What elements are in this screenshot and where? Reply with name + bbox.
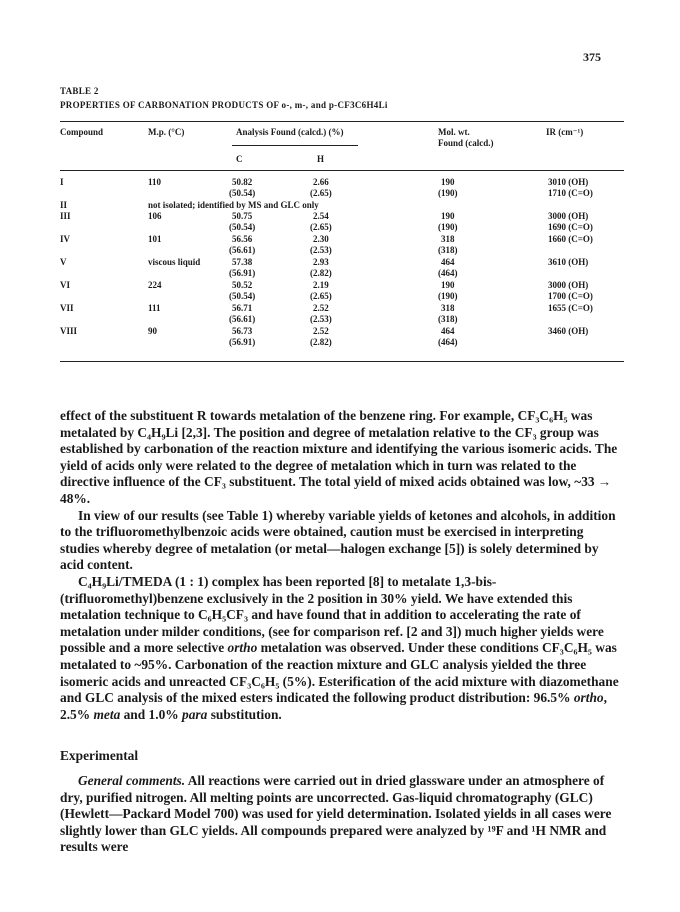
paragraph-italic: meta xyxy=(93,706,121,722)
cell-h-calc: (2.82) xyxy=(310,268,332,278)
cell-c-calc: (56.61) xyxy=(229,245,256,255)
cell-mp: 110 xyxy=(148,177,162,187)
cell-mw-calc: (318) xyxy=(438,245,458,255)
paragraph xyxy=(60,574,620,723)
cell-ir-2: 1690 (C=O) xyxy=(548,222,593,232)
cell-h: 2.54 xyxy=(313,211,329,221)
header-compound: Compound xyxy=(60,127,104,137)
cell-mw-calc: (318) xyxy=(438,314,458,324)
cell-compound: III xyxy=(60,211,71,221)
paragraph-text: C₄H₉Li/TMEDA (1 : 1) complex has been reported [8] to metalate 1,3-bis-(trifluoromethyl)benzene exclusively in the 2 position in 30% yield. We have extended this metalation technique to C₆H₅CF₃ and have found that in addition to accelerating the rate of metalation under milder conditions, (see for comparison ref. [2 and 3]) much higher yields were possible and a more selective xyxy=(60,573,604,656)
cell-mw-calc: (464) xyxy=(438,337,458,347)
header-c: C xyxy=(236,154,243,164)
cell-mp: viscous liquid xyxy=(148,257,201,267)
paragraph-italic: para xyxy=(182,706,208,722)
cell-mw: 318 xyxy=(441,303,455,313)
cell-mp: 90 xyxy=(148,326,157,336)
body-text xyxy=(60,408,620,723)
paragraph-text: and 1.0% xyxy=(120,706,183,722)
header-mol-wt-found: Found (calcd.) xyxy=(438,138,494,148)
cell-compound: VIII xyxy=(60,326,78,336)
paragraph-text: All reactions were carried out in dried glassware under an atmosphere of dry, purified nitrogen. All melting points are uncorrected. Gas-liquid chromatography (GLC) (Hewlett—Packard Model 700) was used for yield determination. Isolated yields in all cases were slightly lower than GLC yields. All compounds prepared were analyzed by ¹⁹F and ¹H NMR and results were xyxy=(60,773,612,855)
paragraph-text: substitution. xyxy=(207,706,282,722)
cell-mp: 111 xyxy=(148,303,161,313)
cell-c-calc: (56.91) xyxy=(229,268,256,278)
cell-h: 2.30 xyxy=(313,234,329,244)
cell-compound: VII xyxy=(60,303,74,313)
cell-h-calc: (2.53) xyxy=(310,245,332,255)
cell-mp: 106 xyxy=(148,211,162,221)
cell-mw: 190 xyxy=(441,280,455,290)
cell-c-calc: (50.54) xyxy=(229,222,256,232)
cell-compound: IV xyxy=(60,234,71,244)
cell-ir: 3000 (OH) xyxy=(548,280,589,290)
cell-note: not isolated; identified by MS and GLC only xyxy=(148,200,319,210)
cell-mw: 190 xyxy=(441,211,455,221)
cell-mw-calc: (190) xyxy=(438,188,458,198)
header-analysis: Analysis Found (calcd.) (%) xyxy=(236,127,344,137)
section-heading: Experimental xyxy=(60,748,139,763)
cell-c: 50.75 xyxy=(232,211,253,221)
cell-c: 50.82 xyxy=(232,177,253,187)
paragraph-text: , 2.5% xyxy=(60,690,607,722)
header-mol-wt: Mol. wt. xyxy=(438,127,470,137)
cell-mw-calc: (190) xyxy=(438,222,458,232)
cell-h-calc: (2.65) xyxy=(310,291,332,301)
cell-compound: II xyxy=(60,200,68,210)
cell-c-calc: (56.61) xyxy=(229,314,256,324)
paragraph-text: metalation was observed. Under these conditions CF₃C₆H₅ was metalated to ~95%. Carbonation of the reaction mixture and GLC analysis yielded the three isomeric acids and unreacted CF₃C₆H₅ (5%). Esterification of the acid mixture with diazomethane and GLC analysis of the mixed esters indicated the following product distribution: 96.5% xyxy=(60,640,619,706)
cell-h: 2.66 xyxy=(313,177,329,187)
cell-ir: 3610 (OH) xyxy=(548,257,589,267)
cell-ir: 1660 (C=O) xyxy=(548,234,593,244)
cell-mw: 190 xyxy=(441,177,455,187)
header-h: H xyxy=(317,154,325,164)
table-bottom-rule xyxy=(60,361,624,362)
header-mp: M.p. (°C) xyxy=(148,127,185,137)
cell-c: 56.71 xyxy=(232,303,253,313)
cell-h-calc: (2.82) xyxy=(310,337,332,347)
cell-ir-2: 1710 (C=O) xyxy=(548,188,593,198)
cell-mw-calc: (190) xyxy=(438,291,458,301)
cell-h: 2.52 xyxy=(313,303,329,313)
paragraph-lead: General comments. xyxy=(78,773,186,788)
cell-ir: 3460 (OH) xyxy=(548,326,589,336)
cell-h: 2.93 xyxy=(313,257,329,267)
cell-h: 2.19 xyxy=(313,280,329,290)
cell-c: 56.56 xyxy=(232,234,253,244)
paragraph xyxy=(60,773,620,856)
cell-h-calc: (2.65) xyxy=(310,188,332,198)
cell-mw: 464 xyxy=(441,257,455,267)
table-title: PROPERTIES OF CARBONATION PRODUCTS OF o-, m-, and p-CF3C6H4Li xyxy=(60,100,388,110)
paragraph-italic: ortho xyxy=(573,690,604,706)
cell-mp: 101 xyxy=(148,234,162,244)
cell-compound: VI xyxy=(60,280,71,290)
cell-c-calc: (50.54) xyxy=(229,291,256,301)
cell-c: 57.38 xyxy=(232,257,253,267)
cell-mp: 224 xyxy=(148,280,162,290)
table-label: TABLE 2 xyxy=(60,86,99,96)
cell-h: 2.52 xyxy=(313,326,329,336)
paragraph: effect of the substituent R towards metalation of the benzene ring. For example, CF₃C₆H₅ was metalated by C₄H₉Li [2,3]. The position and degree of metalation relative to the CF₃ group was established by carbonation of the reaction mixture and identifying the various isomeric acids. The yield of acids only were related to the degree of metalation which in turn was related to the directive influence of the CF₃ substituent. The total yield of mixed acids obtained was low, ~33 → 48%. xyxy=(60,408,618,506)
cell-h-calc: (2.65) xyxy=(310,222,332,232)
cell-c: 50.52 xyxy=(232,280,253,290)
paragraph-italic: ortho xyxy=(227,640,258,656)
cell-mw-calc: (464) xyxy=(438,268,458,278)
paragraph: In view of our results (see Table 1) whereby variable yields of ketones and alcohols, in addition to the trifluoromethylbenzoic acids were obtained, caution must be exercised in interpreting studies whereby degree of metalation (or metal—halogen exchange [5]) is solely determined by acid content. xyxy=(60,507,616,573)
cell-ir: 3010 (OH) xyxy=(548,177,589,187)
table-top-rule xyxy=(60,121,624,122)
cell-mw: 318 xyxy=(441,234,455,244)
header-ir: IR (cm⁻¹) xyxy=(546,127,584,137)
cell-ir: 3000 (OH) xyxy=(548,211,589,221)
page-number: 375 xyxy=(583,50,601,64)
cell-ir: 1655 (C=O) xyxy=(548,303,593,313)
table-header-rule xyxy=(60,170,624,171)
cell-ir-2: 1700 (C=O) xyxy=(548,291,593,301)
cell-compound: I xyxy=(60,177,64,187)
cell-compound: V xyxy=(60,257,67,267)
cell-c: 56.73 xyxy=(232,326,253,336)
cell-mw: 464 xyxy=(441,326,455,336)
cell-c-calc: (56.91) xyxy=(229,337,256,347)
cell-c-calc: (50.54) xyxy=(229,188,256,198)
experimental-text xyxy=(60,773,620,856)
analysis-subrule xyxy=(232,145,358,146)
cell-h-calc: (2.53) xyxy=(310,314,332,324)
